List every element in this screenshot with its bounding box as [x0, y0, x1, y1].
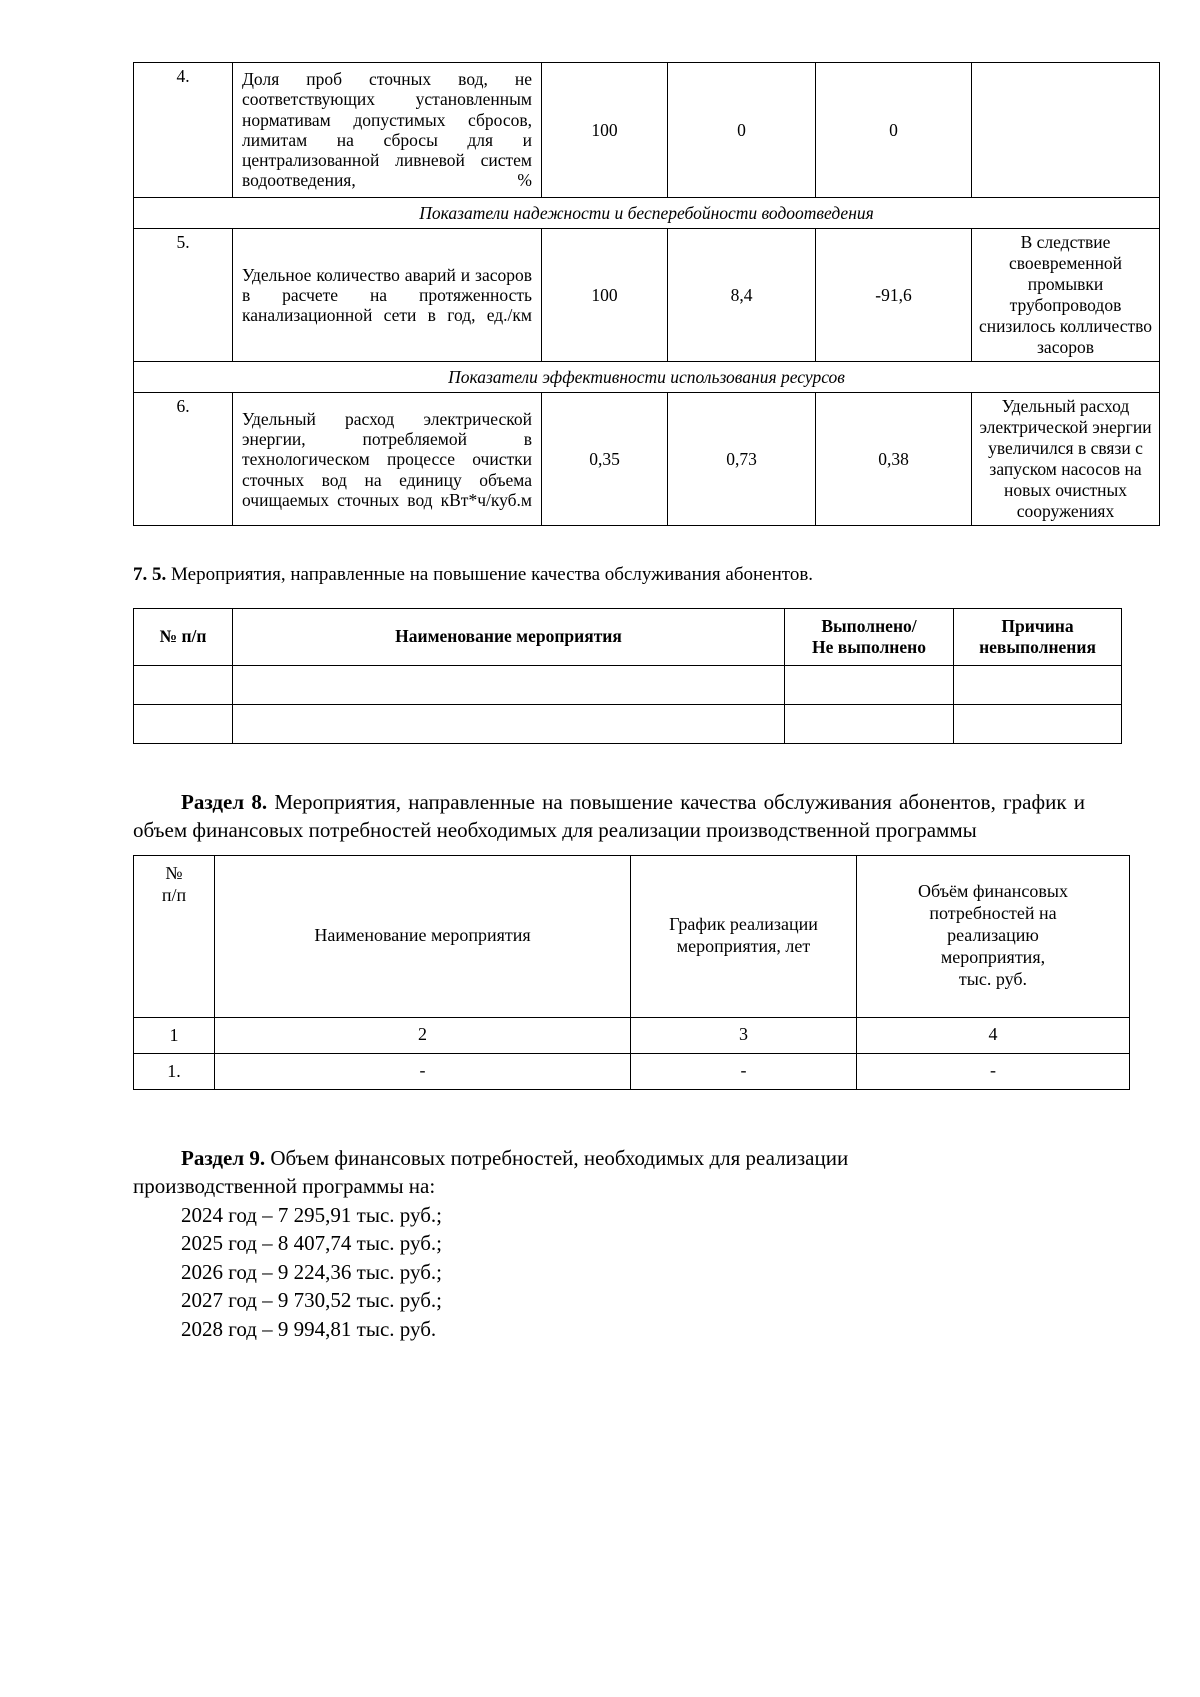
header-volume [857, 855, 1130, 1017]
row-number-cell: 4. [134, 63, 233, 198]
section-9-title-line1: Объем финансовых потребностей, необходимых для реализации [270, 1145, 849, 1170]
table-column-number-row [134, 1017, 1130, 1053]
subheader-label: Показатели эффективности использования ресурсов [134, 362, 1160, 393]
financial-need-2027: 2027 год – 9 730,52 тыс. руб.; [181, 1288, 442, 1313]
cell-volume: - [857, 1053, 1130, 1089]
header-done-line1: Выполнено/ [821, 615, 917, 636]
table-row [134, 63, 1160, 198]
header-done [785, 608, 954, 665]
section-8-title: Мероприятия, направленные на повышение качества обслуживания абонентов, график и объем финансовых потребностей необходимых для реализации производственной программы [133, 789, 1085, 843]
cell-name: - [215, 1053, 631, 1089]
cell-name [233, 704, 785, 743]
header-volume-line5: тыс. руб. [958, 969, 1028, 990]
header-done-line2: Не выполнено [812, 636, 926, 657]
row-number-cell: 6. [134, 393, 233, 526]
header-reason-line1: Причина [1001, 615, 1074, 636]
header-reason [954, 608, 1122, 665]
header-schedule-line2: мероприятия, лет [676, 936, 811, 957]
measures-quality-table [133, 608, 1122, 744]
value-deviation-cell: 0,38 [816, 393, 972, 526]
column-number-4: 4 [857, 1017, 1130, 1053]
value-deviation-cell: -91,6 [816, 229, 972, 362]
spacer [133, 744, 1085, 788]
spacer [133, 526, 1085, 562]
header-schedule [631, 855, 857, 1017]
cell-schedule: - [631, 1053, 857, 1089]
value-plan-cell: 100 [542, 63, 668, 198]
header-number-line2: п/п [161, 884, 187, 905]
section-9-label: Раздел 9. [181, 1145, 266, 1170]
column-number-3: 3 [631, 1017, 857, 1053]
page-content [133, 62, 1153, 1344]
indicator-name-cell: Удельное количество аварий и засоров в расчете на протяженность канализационной сети в год, ед./км [233, 229, 542, 362]
spacer [133, 588, 1085, 608]
cell-done [785, 665, 954, 704]
table-row [134, 704, 1122, 743]
header-volume-line1: Объём финансовых [917, 881, 1069, 902]
value-deviation-cell: 0 [816, 63, 972, 198]
column-number-1: 1 [134, 1017, 215, 1053]
header-volume-line2: потребностей на [929, 903, 1057, 924]
section-8-label: Раздел 8. [181, 789, 268, 814]
note-cell: Удельный расход электрической энергии увеличился в связи с запуском насосов на новых очистных сооружениях [972, 393, 1160, 526]
value-plan-cell: 100 [542, 229, 668, 362]
financial-need-2025: 2025 год – 8 407,74 тыс. руб.; [181, 1231, 442, 1256]
indicator-name-cell: Доля проб сточных вод, не соответствующих установленным нормативам допустимых сбросов, лимитам на сбросы для и централизованной ливневой систем водоотведения, % [233, 63, 542, 198]
header-volume-line4: мероприятия, [940, 947, 1046, 968]
header-volume-line3: реализацию [947, 925, 1039, 946]
subsection-75-title: Мероприятия, направленные на повышение качества обслуживания абонентов. [171, 564, 814, 586]
spacer [133, 845, 1085, 855]
financial-need-2026: 2026 год – 9 224,36 тыс. руб.; [181, 1259, 442, 1284]
cell-number [134, 704, 233, 743]
cell-number [134, 665, 233, 704]
header-reason-line2: невыполнения [979, 636, 1096, 657]
header-name: Наименование мероприятия [215, 855, 631, 1017]
indicators-table [133, 62, 1160, 526]
cell-reason [954, 704, 1122, 743]
header-name: Наименование мероприятия [233, 608, 785, 665]
table-subheader-efficiency [134, 362, 1160, 393]
row-number-cell: 5. [134, 229, 233, 362]
spacer [133, 1090, 1085, 1144]
note-cell [972, 63, 1160, 198]
subsection-75-heading [133, 562, 1085, 587]
note-cell: В следствие своевременной промывки трубопроводов снизилось колличество засоров [972, 229, 1160, 362]
financial-need-2024: 2024 год – 7 295,91 тыс. руб.; [181, 1202, 442, 1227]
section-9-heading [133, 1144, 1085, 1173]
value-fact-cell: 0,73 [668, 393, 816, 526]
header-number [134, 855, 215, 1017]
financial-need-2028: 2028 год – 9 994,81 тыс. руб. [181, 1317, 437, 1342]
cell-done [785, 704, 954, 743]
value-fact-cell: 8,4 [668, 229, 816, 362]
table-header-row [134, 608, 1122, 665]
cell-name [233, 665, 785, 704]
table-row [134, 1053, 1130, 1089]
column-number-2: 2 [215, 1017, 631, 1053]
cell-reason [954, 665, 1122, 704]
cell-number: 1. [134, 1053, 215, 1089]
table-row [134, 229, 1160, 362]
value-fact-cell: 0 [668, 63, 816, 198]
table-row [134, 665, 1122, 704]
section-8-table [133, 855, 1130, 1090]
header-number-line1: № [165, 862, 183, 883]
table-row [134, 393, 1160, 526]
header-schedule-line1: График реализации [669, 914, 818, 935]
section-9-subtitle: производственной программы на: [133, 1174, 436, 1199]
table-header-row [134, 855, 1130, 1017]
subheader-label: Показатели надежности и бесперебойности водоотведения [134, 197, 1160, 228]
indicator-name-cell: Удельный расход электрической энергии, потребляемой в технологическом процессе очистки сточных вод на единицу объема очищаемых сточных вод кВт*ч/куб.м [233, 393, 542, 526]
subsection-75-number: 7. 5. [133, 564, 167, 586]
header-number: № п/п [134, 608, 233, 665]
value-plan-cell: 0,35 [542, 393, 668, 526]
table-subheader-reliability [134, 197, 1160, 228]
section-8-heading [133, 788, 1085, 845]
